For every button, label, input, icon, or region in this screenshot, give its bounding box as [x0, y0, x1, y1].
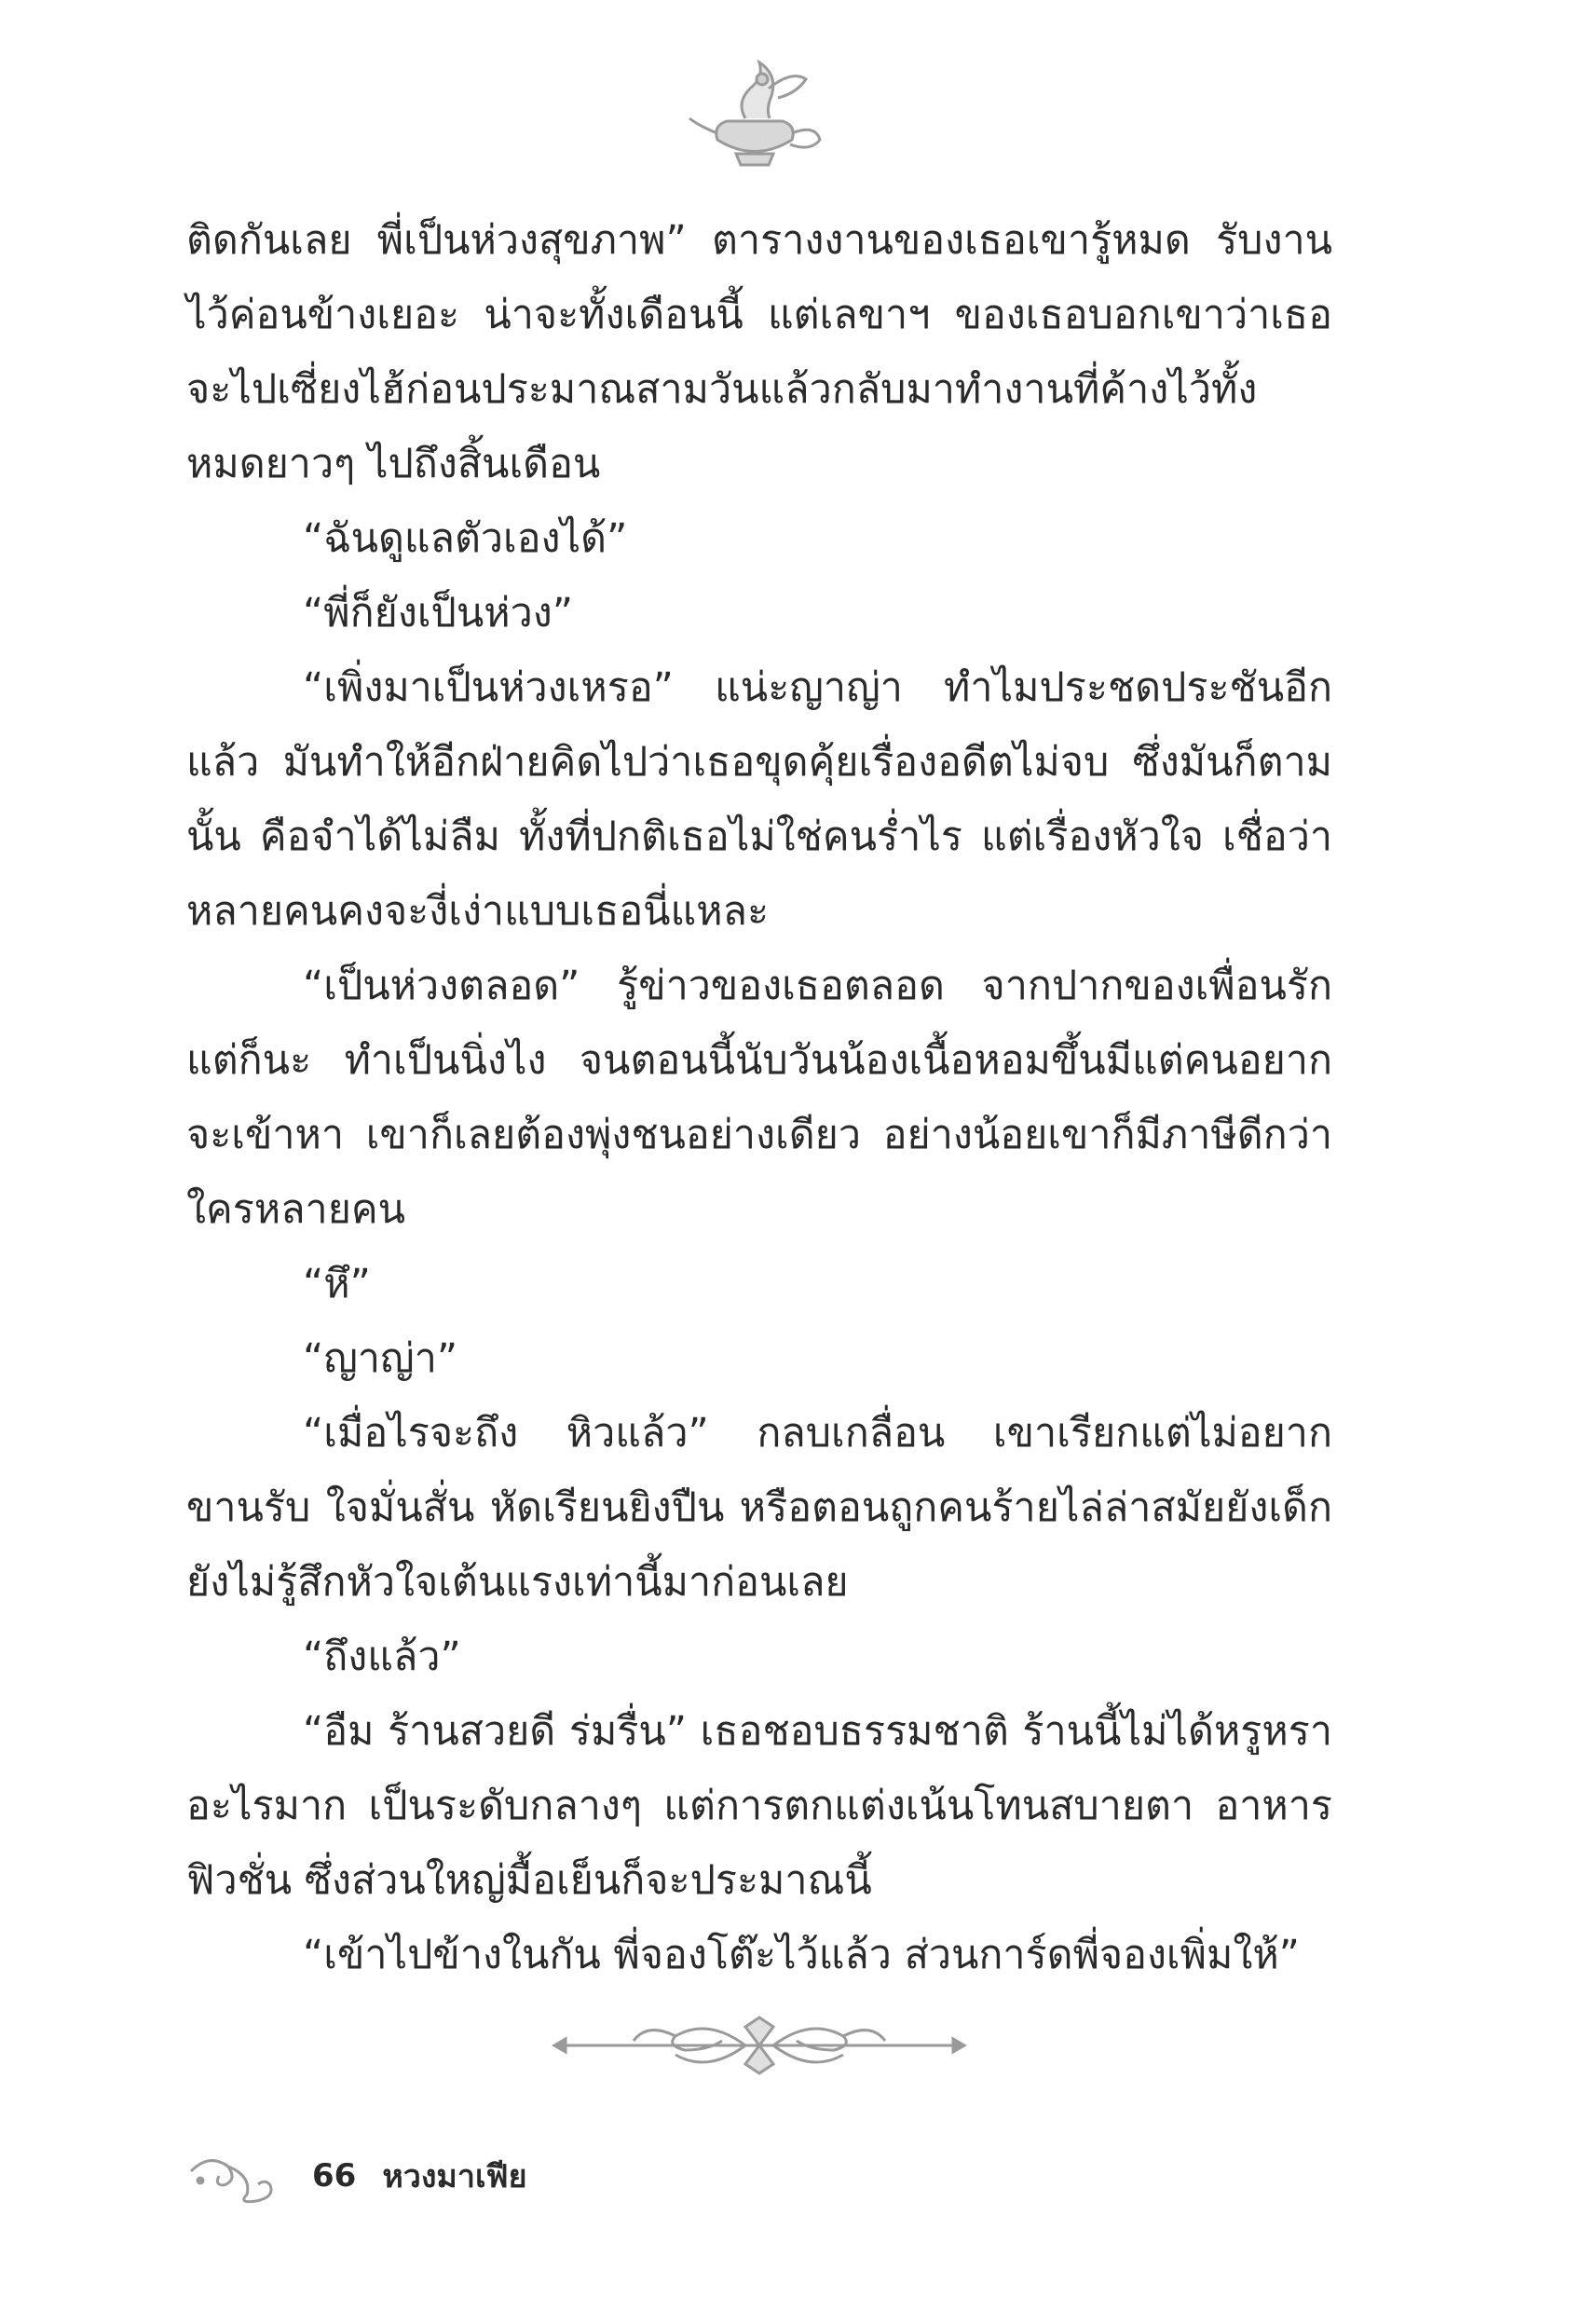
paragraph-8: “ถึงแล้ว”: [303, 1634, 461, 1680]
paragraph-10: “เข้าไปข้างในกัน พี่จองโต๊ะไว้แล้ว ส่วนการ์ดพี่จองเพิ่มให้”: [303, 1932, 1300, 1978]
paragraph-2: “พี่ก็ยังเป็นห่วง”: [303, 590, 573, 636]
paragraph-1: “ฉันดูแลตัวเองได้”: [303, 515, 628, 562]
paragraph-9: “อืม ร้านสวยดี ร่มรื่น” เธอชอบธรรมชาติ ร้านนี้ไม่ได้หรูหราอะไรมาก เป็นระดับกลางๆ แต่การตกแต่งเน้นโทนสบายตา อาหารฟิวชั่น ซึ่งส่วนใหญ่มื้อเย็นก็จะประมาณนี้: [186, 1708, 1332, 1904]
genie-lamp-icon: [680, 51, 829, 172]
paragraph-0: ติดกันเลย พี่เป็นห่วงสุขภาพ” ตารางงานของเธอเขารู้หมด รับงานไว้ค่อนข้างเยอะ น่าจะทั้งเดือนนี้ แต่เลขาฯ ของเธอบอกเขาว่าเธอจะไปเซี่ยงไฮ้ก่อนประมาณสามวันแล้วกลับมาทำงานที่ค้างไว้ทั้งหมดยาวๆ ไปถึงสิ้นเดือน: [186, 217, 1332, 487]
page-number: 66: [312, 2157, 357, 2195]
paragraph-3: “เพิ่งมาเป็นห่วงเหรอ” แน่ะญาญ่า ทำไมประชดประชันอีกแล้ว มันทำให้อีกฝ่ายคิดไปว่าเธอขุดคุ้ยเรื่องอดีตไม่จบ ซึ่งมันก็ตามนั้น คือจำได้ไม่ลืม ทั้งที่ปกติเธอไม่ใช่คนร่ำไร แต่เรื่องหัวใจ เชื่อว่าหลายคนคงจะงี่เง่าแบบเธอนี่แหละ: [186, 664, 1332, 935]
swirl-ornament-icon: [182, 2143, 293, 2208]
flourish-divider-icon: [545, 2013, 974, 2078]
body-text: [186, 203, 1332, 1992]
paragraph-5: “หึ”: [303, 1261, 371, 1307]
book-title: หวงมาเฟีย: [382, 2158, 527, 2195]
page-footer: [182, 2139, 527, 2213]
paragraph-6: “ญาญ่า”: [303, 1335, 458, 1382]
paragraph-4: “เป็นห่วงตลอด” รู้ข่าวของเธอตลอด จากปากของเพื่อนรัก แต่ก็นะ ทำเป็นนิ่งไง จนตอนนี้นับวันน้องเนื้อหอมขึ้นมีแต่คนอยากจะเข้าหา เขาก็เลยต้องพุ่งชนอย่างเดียว อย่างน้อยเขาก็มีภาษีดีกว่าใครหลายคน: [186, 963, 1332, 1233]
paragraph-7: “เมื่อไรจะถึง หิวแล้ว” กลบเกลื่อน เขาเรียกแต่ไม่อยากขานรับ ใจมั่นสั่น หัดเรียนยิงปืน หรือตอนถูกคนร้ายไล่ล่าสมัยยังเด็ก ยังไม่รู้สึกหัวใจเต้นแรงเท่านี้มาก่อนเลย: [186, 1410, 1332, 1606]
